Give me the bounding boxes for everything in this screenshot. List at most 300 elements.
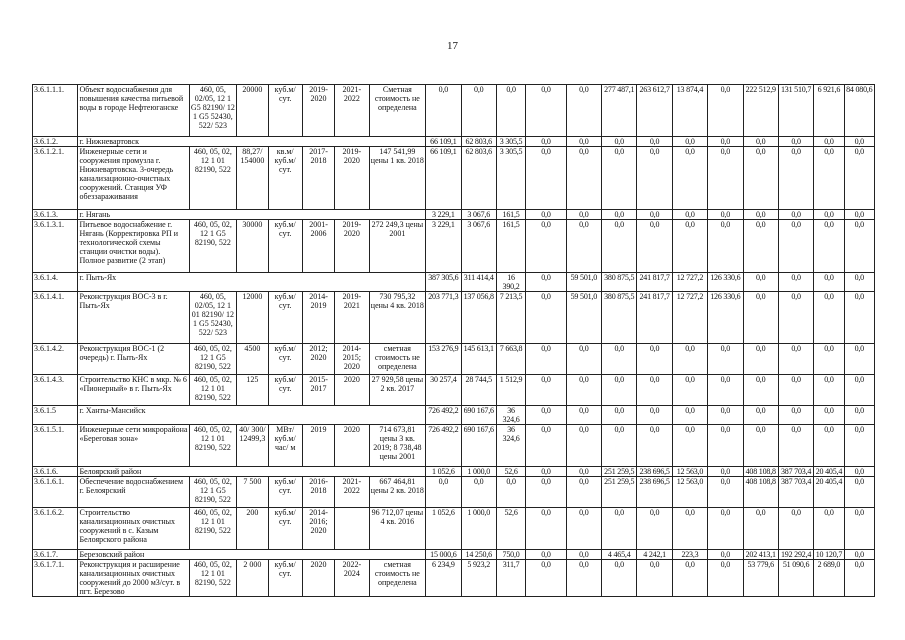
cell-value: 0,0 [743, 406, 778, 425]
cell-value: 1 000,0 [461, 467, 496, 477]
row-title: Инженерные сети микрорайона «Береговая зона» [78, 425, 189, 467]
cell-value: куб.м/ сут. [268, 220, 302, 273]
cell-value: 0,0 [637, 210, 672, 220]
cell-value: 0,0 [708, 550, 743, 560]
cell-value: 0,0 [708, 477, 743, 508]
row-title: г. Ханты-Мансийск [78, 406, 426, 425]
cell-value: 0,0 [844, 406, 874, 425]
cell-value: 15 000,6 [426, 550, 461, 560]
row-title: Строительство КНС в мкр. № 6 «Пионерный» в г. Пыть-Ях [78, 375, 189, 406]
cell-value: 0,0 [526, 467, 566, 477]
cell-value: 0,0 [526, 560, 566, 597]
cell-value: 0,0 [844, 550, 874, 560]
cell-value: 0,0 [814, 292, 844, 344]
section-row [33, 210, 875, 220]
cell-value: 40/ 300/ 12499,3 [237, 425, 268, 467]
cell-value: 96 712,07 цены 4 кв. 2016 [369, 508, 426, 550]
table-row [33, 344, 875, 375]
cell-value: 0,0 [526, 210, 566, 220]
cell-value: 125 [237, 375, 268, 406]
cell-value: 0,0 [566, 550, 601, 560]
row-code: 3.6.1.2. [33, 137, 78, 147]
cell-value: 126 330,6 [708, 273, 743, 292]
cell-value: 0,0 [844, 560, 874, 597]
cell-value: 0,0 [844, 344, 874, 375]
cell-value: 0,0 [566, 508, 601, 550]
cell-value: 0,0 [708, 220, 743, 273]
row-title: Строительство канализационных очистных сооружений в с. Казым Белоярского района [78, 508, 189, 550]
cell-value: 51 090,6 [778, 560, 813, 597]
cell-value: 238 696,5 [637, 467, 672, 477]
cell-value: 4 242,1 [637, 550, 672, 560]
cell-value: 14 250,6 [461, 550, 496, 560]
row-title: Питьевое водоснабжение г. Нягань (Корректировка РП и технологической схемы станции очистки воды). Полное развитие (2 этап) [78, 220, 189, 273]
cell-value: 161,5 [496, 210, 525, 220]
table-row [33, 508, 875, 550]
cell-value: 0,0 [526, 292, 566, 344]
cell-value: 0,0 [602, 508, 637, 550]
cell-value: 0,0 [814, 220, 844, 273]
cell-value: 0,0 [778, 406, 813, 425]
cell-value: 27 929,58 цены 2 кв. 2017 [369, 375, 426, 406]
cell-value: 0,0 [566, 137, 601, 147]
cell-value: 147 541,99 цены 1 кв. 2018 [369, 147, 426, 210]
cell-value: 13 874,4 [672, 85, 707, 137]
cell-value: 0,0 [526, 508, 566, 550]
cell-value: 714 673,81 цены 3 кв. 2019; 8 738,48 цены 2001 [369, 425, 426, 467]
cell-value: 0,0 [426, 85, 461, 137]
cell-value: 251 259,5 [602, 467, 637, 477]
cell-value: 2012; 2020 [302, 344, 334, 375]
cell-value: 241 817,7 [637, 273, 672, 292]
cell-value: 5 923,2 [461, 560, 496, 597]
cell-value: 460, 05, 02, 12 1 G5 82190, 522 [189, 344, 237, 375]
cell-value: 2021-2022 [335, 477, 369, 508]
cell-value: 3 067,6 [461, 210, 496, 220]
investment-table [32, 84, 875, 597]
cell-value: 53 779,6 [743, 560, 778, 597]
cell-value: сметная стоимость не определена [369, 344, 426, 375]
row-code: 3.6.1.5.1. [33, 425, 78, 467]
row-code: 3.6.1.3.1. [33, 220, 78, 273]
cell-value: 12 727,2 [672, 273, 707, 292]
cell-value: 0,0 [637, 137, 672, 147]
cell-value: 0,0 [602, 210, 637, 220]
cell-value: 0,0 [743, 292, 778, 344]
cell-value: 0,0 [566, 467, 601, 477]
cell-value: 30000 [237, 220, 268, 273]
cell-value: 0,0 [814, 147, 844, 210]
cell-value: 460, 05, 02, 12 1 01 82190, 522 [189, 375, 237, 406]
cell-value: 0,0 [672, 508, 707, 550]
cell-value: 0,0 [602, 147, 637, 210]
table-row [33, 292, 875, 344]
cell-value: 12 727,2 [672, 292, 707, 344]
cell-value: 726 492,2 [426, 406, 461, 425]
cell-value: 0,0 [844, 477, 874, 508]
cell-value: 0,0 [672, 210, 707, 220]
cell-value: 0,0 [778, 220, 813, 273]
cell-value: 0,0 [602, 220, 637, 273]
cell-value: 0,0 [526, 147, 566, 210]
cell-value: 460, 05, 02, 12 1 01 82190, 522 [189, 560, 237, 597]
cell-value: 2019-2020 [335, 220, 369, 273]
cell-value: 0,0 [844, 508, 874, 550]
cell-value: 0,0 [602, 560, 637, 597]
cell-value: 126 330,6 [708, 292, 743, 344]
cell-value: 460, 05, 02, 12 1 G5 82190, 522 [189, 220, 237, 273]
cell-value: 2 689,0 [814, 560, 844, 597]
row-code: 3.6.1.4. [33, 273, 78, 292]
cell-value: 0,0 [637, 344, 672, 375]
cell-value: 0,0 [566, 344, 601, 375]
cell-value: 0,0 [778, 273, 813, 292]
cell-value: 0,0 [814, 406, 844, 425]
cell-value: 0,0 [566, 220, 601, 273]
cell-value: 726 492,2 [426, 425, 461, 467]
cell-value: 0,0 [602, 137, 637, 147]
table-row [33, 220, 875, 273]
row-title: Реконструкция ВОС-3 в г. Пыть-Ях [78, 292, 189, 344]
cell-value: 0,0 [844, 137, 874, 147]
section-row [33, 273, 875, 292]
row-title: Реконструкция ВОС-1 (2 очередь) г. Пыть-Ях [78, 344, 189, 375]
cell-value: 20000 [237, 85, 268, 137]
cell-value: куб.м/ сут. [268, 375, 302, 406]
cell-value: 690 167,6 [461, 406, 496, 425]
table-row [33, 477, 875, 508]
page-number: 17 [447, 40, 458, 52]
cell-value: 460, 05, 02, 12 1 01 82190, 522 [189, 425, 237, 467]
cell-value: 16 390,2 [496, 273, 525, 292]
cell-value: 222 512,9 [743, 85, 778, 137]
cell-value: 145 613,1 [461, 344, 496, 375]
cell-value: 0,0 [708, 406, 743, 425]
cell-value: 6 921,6 [814, 85, 844, 137]
cell-value: 0,0 [743, 220, 778, 273]
cell-value: 0,0 [844, 292, 874, 344]
cell-value: 137 056,8 [461, 292, 496, 344]
cell-value: 2022-2024 [335, 560, 369, 597]
cell-value: 0,0 [672, 375, 707, 406]
cell-value: 0,0 [778, 292, 813, 344]
cell-value: 2020 [335, 375, 369, 406]
cell-value: 0,0 [566, 425, 601, 467]
cell-value: 0,0 [496, 85, 525, 137]
cell-value: 0,0 [637, 375, 672, 406]
cell-value: 0,0 [814, 273, 844, 292]
cell-value: 20 405,4 [814, 477, 844, 508]
cell-value: 0,0 [566, 85, 601, 137]
cell-value: 0,0 [566, 210, 601, 220]
cell-value: 750,0 [496, 550, 525, 560]
cell-value: 0,0 [672, 560, 707, 597]
cell-value: 59 501,0 [566, 292, 601, 344]
cell-value: 0,0 [844, 147, 874, 210]
cell-value: 408 108,8 [743, 477, 778, 508]
row-code: 3.6.1.6.1. [33, 477, 78, 508]
section-row [33, 406, 875, 425]
cell-value: 0,0 [778, 344, 813, 375]
cell-value: 0,0 [461, 85, 496, 137]
row-code: 3.6.1.4.1. [33, 292, 78, 344]
cell-value: 0,0 [496, 477, 525, 508]
cell-value: 0,0 [708, 560, 743, 597]
cell-value: 10 120,7 [815, 550, 843, 559]
cell-value: 2 000 [237, 560, 268, 597]
cell-value: 0,0 [844, 210, 874, 220]
cell-value: 0,0 [637, 560, 672, 597]
cell-value: 0,0 [844, 273, 874, 292]
cell-value: 0,0 [426, 477, 461, 508]
cell-value: 0,0 [672, 425, 707, 467]
cell-value: 88,27/ 154000 [237, 147, 268, 210]
cell-value: 4 465,4 [602, 550, 637, 560]
cell-value: 2016-2018 [302, 477, 334, 508]
cell-value: МВт/ куб.м/ час/ м [268, 425, 302, 467]
row-title: Белоярский район [78, 467, 426, 477]
cell-value: 12 563,0 [672, 477, 707, 508]
cell-value: 0,0 [708, 425, 743, 467]
cell-value: 0,0 [844, 375, 874, 406]
cell-value: 0,0 [778, 425, 813, 467]
cell-value: 0,0 [844, 220, 874, 273]
cell-value: 387 703,4 [778, 477, 813, 508]
cell-value: 2019-2020 [335, 147, 369, 210]
cell-value: 1 512,9 [496, 375, 525, 406]
cell-value: 0,0 [526, 273, 566, 292]
cell-value: 460, 05, 02/05, 12 1 G5 82190/ 12 1 G5 52430, 522/ 523 [189, 85, 237, 137]
row-code: 3.6.1.7.1. [33, 560, 78, 597]
cell-value: 387 703,4 [778, 467, 813, 477]
cell-value: 52,6 [496, 467, 525, 477]
row-code: 3.6.1.3. [33, 210, 78, 220]
cell-value: 380 875,5 [602, 292, 637, 344]
cell-value: 0,0 [602, 375, 637, 406]
cell-value: 0,0 [602, 425, 637, 467]
cell-value: 311,7 [496, 560, 525, 597]
cell-value: 0,0 [566, 147, 601, 210]
cell-value: 203 771,3 [426, 292, 461, 344]
cell-value: 0,0 [743, 147, 778, 210]
cell-value: 0,0 [743, 210, 778, 220]
cell-value: 0,0 [637, 508, 672, 550]
cell-value: 0,0 [526, 85, 566, 137]
cell-value: 690 167,6 [461, 425, 496, 467]
cell-value: 0,0 [708, 210, 743, 220]
table-row [33, 85, 875, 137]
cell-value: 0,0 [778, 508, 813, 550]
cell-value: 0,0 [637, 406, 672, 425]
section-row [33, 137, 875, 147]
cell-value: 0,0 [814, 425, 844, 467]
cell-value: куб.м/ сут. [268, 344, 302, 375]
cell-value [335, 508, 369, 550]
cell-value: 30 257,4 [426, 375, 461, 406]
cell-value: 0,0 [814, 344, 844, 375]
row-title: Объект водоснабжения для повышения качества питьевой воды в городе Нефтеюганске [78, 85, 189, 137]
row-title: г. Нягань [78, 210, 426, 220]
cell-value: 2019-2020 [302, 85, 334, 137]
cell-value: 1 000,0 [461, 508, 496, 550]
row-code: 3.6.1.6. [33, 467, 78, 477]
cell-value: 0,0 [526, 375, 566, 406]
cell-value: 0,0 [637, 220, 672, 273]
cell-value: 0,0 [743, 375, 778, 406]
cell-value: 460, 05, 02/05, 12 1 01 82190/ 12 1 G5 52430, 522/ 523 [189, 292, 237, 344]
cell-value: 380 875,5 [602, 273, 637, 292]
cell-value: 730 795,32 цены 4 кв. 2018 [369, 292, 426, 344]
cell-value: 0,0 [526, 550, 566, 560]
cell-value: 0,0 [672, 220, 707, 273]
cell-value: 2019 [302, 425, 334, 467]
cell-value: 7 500 [237, 477, 268, 508]
table-row [33, 375, 875, 406]
cell-value: 251 259,5 [602, 477, 637, 508]
cell-value: 0,0 [708, 508, 743, 550]
row-code: 3.6.1.1.1. [33, 85, 78, 137]
cell-value: 0,0 [566, 406, 601, 425]
cell-value: 0,0 [526, 344, 566, 375]
cell-value: 1 052,6 [426, 467, 461, 477]
cell-value: 3 305,5 [496, 147, 525, 210]
cell-value: 0,0 [672, 137, 707, 147]
cell-value: 0,0 [778, 147, 813, 210]
cell-value: 0,0 [708, 85, 743, 137]
cell-value: 238 696,5 [637, 477, 672, 508]
cell-value: 0,0 [778, 375, 813, 406]
cell-value: 131 510,7 [778, 85, 813, 137]
cell-value: Сметная стоимость не определена [369, 85, 426, 137]
cell-value: 2014-2019 [302, 292, 334, 344]
row-title: г. Пыть-Ях [78, 273, 426, 292]
cell-value: сметная стоимость не определена [369, 560, 426, 597]
table-row [33, 147, 875, 210]
cell-value: 0,0 [743, 273, 778, 292]
cell-value: 0,0 [526, 425, 566, 467]
cell-value: 59 501,0 [566, 273, 601, 292]
cell-value: 0,0 [672, 147, 707, 210]
cell-value: куб.м/ сут. [268, 85, 302, 137]
cell-value: 84 080,6 [844, 85, 874, 137]
cell-value: 223,3 [672, 550, 707, 560]
cell-value: 2017-2018 [302, 147, 334, 210]
section-row [33, 550, 875, 560]
cell-value: 0,0 [814, 137, 844, 147]
cell-value: куб.м/ сут. [268, 508, 302, 550]
cell-value: 263 612,7 [637, 85, 672, 137]
cell-value: 0,0 [708, 137, 743, 147]
cell-value: 0,0 [526, 220, 566, 273]
cell-value: 161,5 [496, 220, 525, 273]
cell-value: куб.м/ сут. [268, 560, 302, 597]
cell-value: куб.м/ сут. [268, 292, 302, 344]
cell-value: 36 324,6 [496, 406, 525, 425]
cell-value: 66 109,1 [426, 147, 461, 210]
cell-value: 0,0 [602, 344, 637, 375]
cell-value: 2020 [335, 425, 369, 467]
cell-value: 0,0 [708, 375, 743, 406]
cell-value: 0,0 [637, 147, 672, 210]
cell-value: 7 213,5 [496, 292, 525, 344]
cell-value: 2015-2017 [302, 375, 334, 406]
row-code: 3.6.1.7. [33, 550, 78, 560]
cell-value: 0,0 [844, 425, 874, 467]
cell-value: 3 229,1 [426, 220, 461, 273]
cell-value: 277 487,1 [602, 85, 637, 137]
cell-value: 2001-2006 [302, 220, 334, 273]
cell-value: 0,0 [708, 467, 743, 477]
cell-value: 667 464,81 цены 2 кв. 2018 [369, 477, 426, 508]
row-code: 3.6.1.6.2. [33, 508, 78, 550]
row-title: Реконструкция и расширение канализационных очистных сооружений до 2000 м3/сут. в пгт. Березово [78, 560, 189, 597]
section-row [33, 467, 875, 477]
cell-value: 408 108,8 [743, 467, 778, 477]
cell-value: 2021-2022 [335, 85, 369, 137]
cell-value: куб.м/ сут. [268, 477, 302, 508]
cell-value: 0,0 [566, 375, 601, 406]
row-code: 3.6.1.4.3. [33, 375, 78, 406]
cell-value: 0,0 [602, 406, 637, 425]
cell-value: 1 052,6 [426, 508, 461, 550]
cell-value: 192 292,4 [778, 550, 813, 560]
cell-value: 0,0 [708, 344, 743, 375]
cell-value: 0,0 [743, 508, 778, 550]
cell-value: 0,0 [637, 425, 672, 467]
cell-value: 272 249,3 цены 2001 [369, 220, 426, 273]
cell-value: 20 405,4 [815, 467, 843, 476]
row-title: Инженерные сети и сооружения промузла г. Нижневартовска. 3-очередь канализационно-очистных сооружений. Станция УФ обеззараживания [78, 147, 189, 210]
cell-value: 62 803,6 [461, 137, 496, 147]
cell-value: 0,0 [778, 137, 813, 147]
cell-value: 3 067,6 [461, 220, 496, 273]
cell-value: 4500 [237, 344, 268, 375]
cell-value: 387 305,6 [426, 273, 461, 292]
cell-value: 66 109,1 [426, 137, 461, 147]
cell-value: 2019-2021 [335, 292, 369, 344]
table-row [33, 425, 875, 467]
cell-value: 0,0 [566, 477, 601, 508]
cell-value: 0,0 [526, 406, 566, 425]
row-code: 3.6.1.5 [33, 406, 78, 425]
cell-value: 0,0 [672, 406, 707, 425]
cell-value: 200 [237, 508, 268, 550]
cell-value: 28 744,5 [461, 375, 496, 406]
cell-value: 12000 [237, 292, 268, 344]
cell-value: кв.м/ куб.м/ сут. [268, 147, 302, 210]
cell-value: 311 414,4 [461, 273, 496, 292]
cell-value: 7 663,8 [496, 344, 525, 375]
row-code: 3.6.1.2.1. [33, 147, 78, 210]
cell-value: 202 413,1 [743, 550, 778, 560]
cell-value: 0,0 [672, 344, 707, 375]
cell-value: 0,0 [526, 477, 566, 508]
cell-value: 62 803,6 [461, 147, 496, 210]
table-row [33, 560, 875, 597]
cell-value: 460, 05, 02, 12 1 G5 82190, 522 [189, 477, 237, 508]
cell-value: 0,0 [743, 344, 778, 375]
cell-value: 241 817,7 [637, 292, 672, 344]
cell-value: 0,0 [743, 425, 778, 467]
cell-value: 153 276,9 [426, 344, 461, 375]
cell-value: 0,0 [743, 137, 778, 147]
cell-value: 12 563,0 [672, 467, 707, 477]
cell-value: 2014-2015; 2020 [335, 344, 369, 375]
cell-value: 0,0 [708, 147, 743, 210]
cell-value: 460, 05, 02, 12 1 01 82190, 522 [189, 147, 237, 210]
cell-value: 0,0 [844, 467, 874, 477]
cell-value: 3 305,5 [496, 137, 525, 147]
